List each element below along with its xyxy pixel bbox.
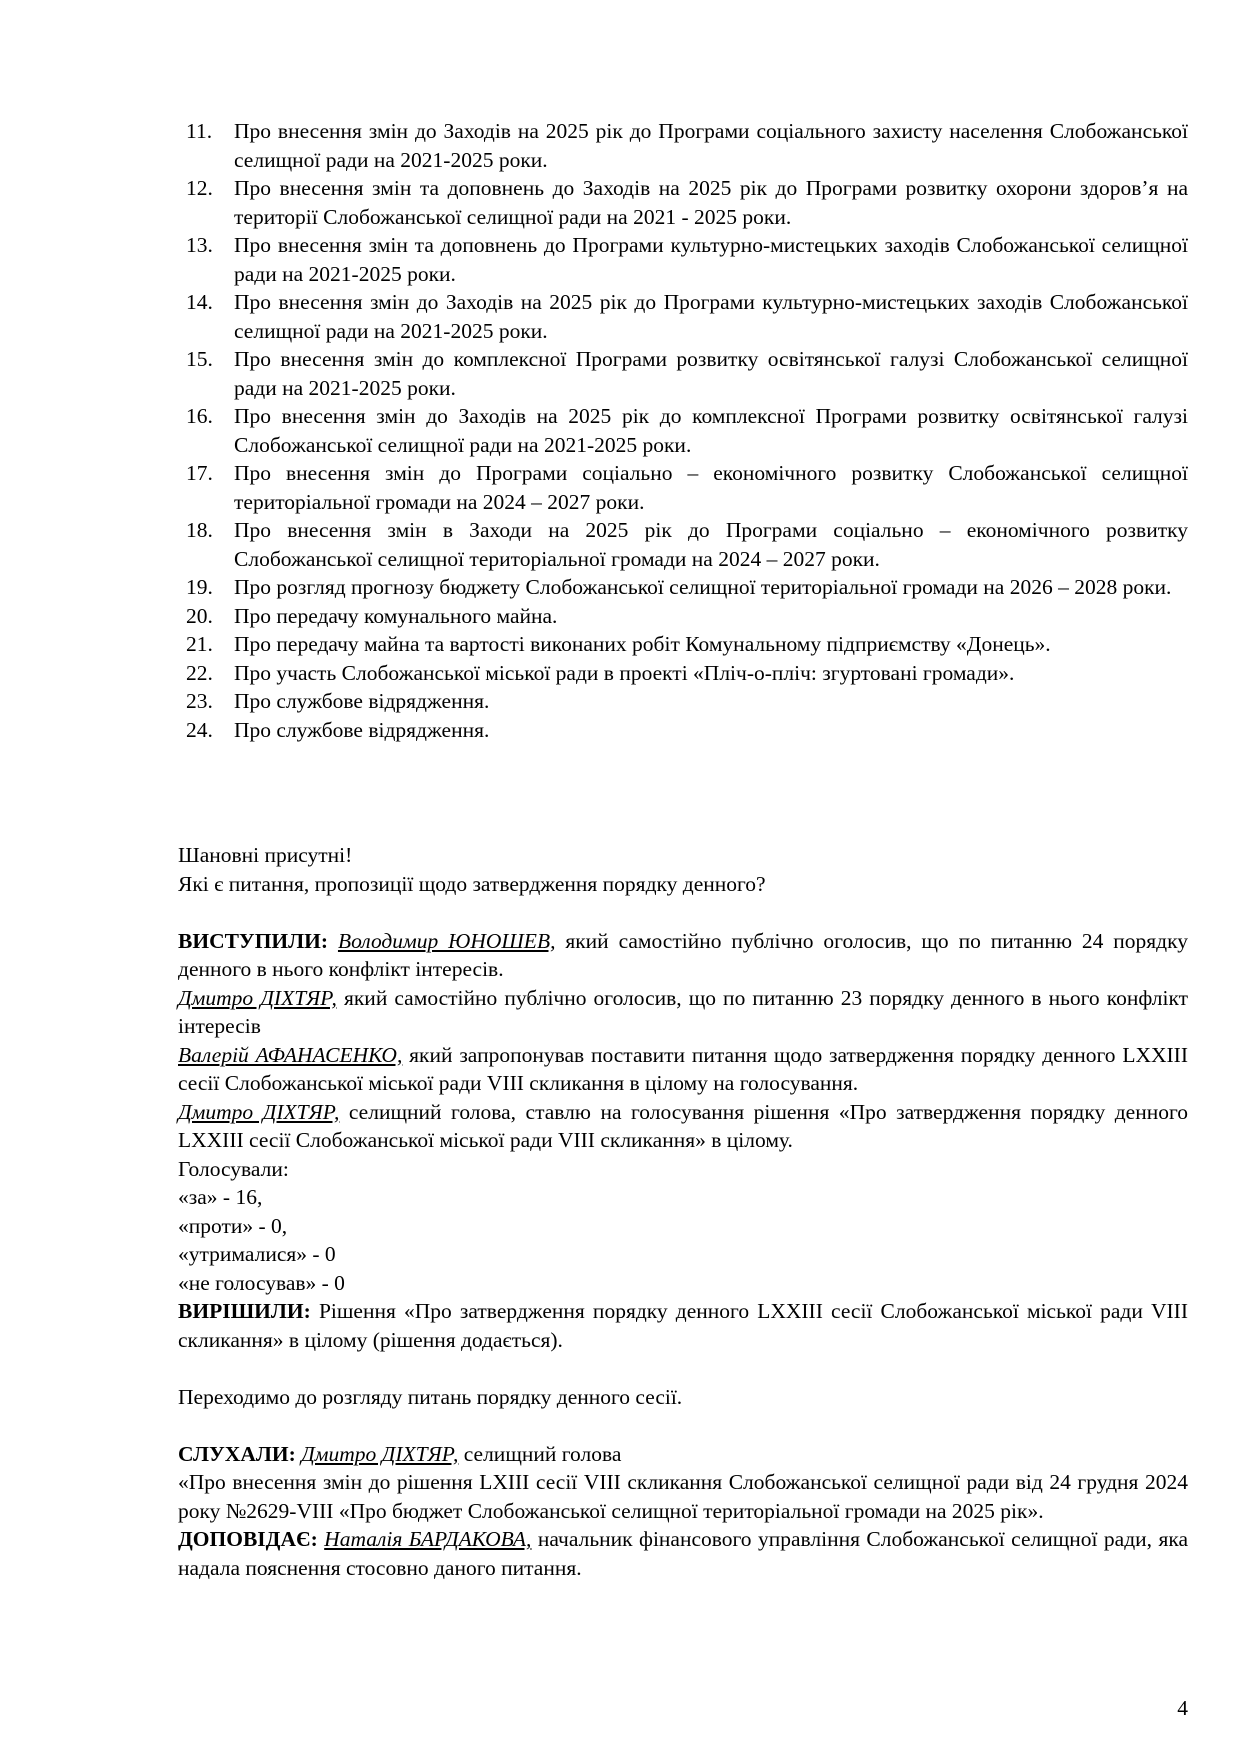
agenda-item [186, 687, 1188, 716]
agenda-item-text: Про внесення змін та доповнень до Програми культурно-мистецьких заходів Слобожанської селищної ради на 2021-2025 роки. [234, 233, 1188, 286]
agenda-item [186, 630, 1188, 659]
agenda-item [186, 716, 1188, 745]
decision-paragraph [178, 1297, 1188, 1354]
speaker-paragraph [178, 1041, 1188, 1098]
speaker-paragraph [178, 1098, 1188, 1155]
agenda-item-text: Про службове відрядження. [234, 689, 490, 713]
agenda-item-text: Про участь Слобожанської міської ради в проекті «Пліч-о-пліч: згуртовані громади». [234, 660, 1015, 685]
agenda-item-number: 12. [186, 176, 213, 200]
agenda-list [186, 117, 1188, 744]
agenda-item-number: 21. [186, 632, 213, 656]
speaker-name: Валерій АФАНАСЕНКО, [178, 1042, 403, 1067]
agenda-item [186, 516, 1188, 573]
agenda-item-number: 20. [186, 603, 213, 628]
agenda-item-text: Про передачу майна та вартості виконаних робіт Комунальному підприємству «Донець». [234, 632, 1051, 656]
agenda-item-text: Про службове відрядження. [234, 717, 490, 742]
agenda-item [186, 231, 1188, 288]
agenda-item [186, 117, 1188, 174]
agenda-item [186, 288, 1188, 345]
agenda-item [186, 573, 1188, 602]
speaker-paragraph [178, 927, 1188, 984]
agenda-item-text: Про внесення змін до Заходів на 2025 рік до Програми культурно-мистецьких заходів Слобожанської селищної ради на 2021-2025 роки. [234, 290, 1188, 343]
agenda-item-number: 23. [186, 689, 213, 713]
speaker-name: Дмитро ДІХТЯР, [178, 985, 337, 1010]
agenda-item-number: 11. [186, 119, 213, 143]
agenda-item-number: 18. [186, 518, 213, 542]
report-text: начальник фінансового управління Слобожанської селищної ради, яка надала пояснення стосовно даного питання. [178, 1527, 1189, 1580]
agenda-item-text: Про внесення змін до Програми соціально – економічного розвитку Слобожанської селищної територіальної громади на 2024 – 2027 роки. [234, 461, 1188, 514]
agenda-item-number: 19. [186, 575, 213, 599]
heard-topic: «Про внесення змін до рішення LXIII сесії VIII скликання Слобожанської селищної ради від 24 грудня 2024 року №2629-VIII «Про бюджет Слобожанської селищної територіальної громади на 2025 рік». [178, 1470, 1188, 1523]
heard-paragraph [178, 1440, 1188, 1469]
agenda-item-text: Про внесення змін до комплексної Програми розвитку освітянської галузі Слобожанської селищної ради на 2021-2025 роки. [234, 347, 1188, 400]
agenda-item-text: Про внесення змін в Заходи на 2025 рік до Програми соціально – економічного розвитку Слобожанської селищної територіальної громади на 2024 – 2027 роки. [234, 518, 1188, 571]
agenda-item-number: 14. [186, 290, 213, 314]
minutes-body [178, 841, 1188, 1582]
speaker-text: який самостійно публічно оголосив, що по питанню 23 порядку денного в нього конфлікт інтересів [178, 985, 1189, 1038]
section-label-vyrishyly: ВИРІШИЛИ: [178, 1299, 311, 1323]
vote-for: «за» - 16, [178, 1185, 263, 1209]
agenda-item-number: 16. [186, 404, 213, 428]
report-paragraph [178, 1525, 1188, 1582]
agenda-item [186, 459, 1188, 516]
agenda-item-text: Про внесення змін до Заходів на 2025 рік до комплексної Програми розвитку освітянської галузі Слобожанської селищної ради на 2021-2025 роки. [234, 404, 1188, 457]
agenda-item-text: Про розгляд прогнозу бюджету Слобожанської селищної територіальної громади на 2026 – 2028 роки. [234, 575, 1172, 599]
agenda-item-number: 13. [186, 233, 213, 257]
speaker-text: селищний голова, ставлю на голосування рішення «Про затвердження порядку денного LXXIII сесії Слобожанської міської ради VIII скликання» в цілому. [178, 1099, 1189, 1152]
transition-text: Переходимо до розгляду питань порядку денного сесії. [178, 1384, 683, 1409]
speaker-name: Дмитро ДІХТЯР, [301, 1441, 459, 1466]
speaker-role: селищний голова [458, 1441, 622, 1466]
voting-title: Голосували: [178, 1156, 289, 1181]
speaker-text: який самостійно публічно оголосив, що по питанню 24 порядку денного в нього конфлікт інтересів. [178, 928, 1188, 981]
agenda-item-number: 24. [186, 717, 213, 742]
speaker-paragraph [178, 984, 1188, 1041]
vote-against: «проти» - 0, [178, 1213, 288, 1238]
agenda-item-number: 22. [186, 660, 213, 685]
section-label-dopovidaie: ДОПОВІДАЄ: [178, 1527, 318, 1551]
section-label-slukhaly: СЛУХАЛИ: [178, 1441, 296, 1466]
question: Які є питання, пропозиції щодо затвердження порядку денного? [178, 871, 766, 896]
agenda-item [186, 602, 1188, 631]
speaker-name: Наталія БАРДАКОВА, [324, 1527, 532, 1551]
agenda-item [186, 659, 1188, 688]
agenda-item-text: Про внесення змін та доповнень до Заходів на 2025 рік до Програми розвитку охорони здоров’я на території Слобожанської селищної ради на 2021 - 2025 роки. [234, 176, 1188, 229]
vote-not-voted: «не голосував» - 0 [178, 1270, 345, 1295]
agenda-item-text: Про внесення змін до Заходів на 2025 рік до Програми соціального захисту населення Слобожанської селищної ради на 2021-2025 роки. [234, 119, 1188, 172]
vote-abstained: «утрималися» - 0 [178, 1242, 336, 1266]
section-label-vystupyly: ВИСТУПИЛИ: [178, 928, 329, 953]
agenda-item-number: 17. [186, 461, 213, 485]
agenda-item [186, 345, 1188, 402]
agenda-item [186, 402, 1188, 459]
agenda-item-number: 15. [186, 347, 213, 371]
page-number: 4 [1177, 1696, 1188, 1720]
agenda-item-text: Про передачу комунального майна. [234, 603, 558, 628]
speaker-name: Володимир ЮНОШЕВ, [337, 928, 556, 953]
decision-text: Рішення «Про затвердження порядку денного LXXIII сесії Слобожанської міської ради VIII скликання» в цілому (рішення додається). [178, 1299, 1188, 1352]
speaker-text: який запропонував поставити питання щодо затвердження порядку денного LXXIII сесії Слобожанської міської ради VIII скликання в цілому на голосування. [178, 1042, 1189, 1095]
speaker-name: Дмитро ДІХТЯР, [178, 1099, 340, 1124]
greeting: Шановні присутні! [178, 843, 353, 867]
agenda-item [186, 174, 1188, 231]
